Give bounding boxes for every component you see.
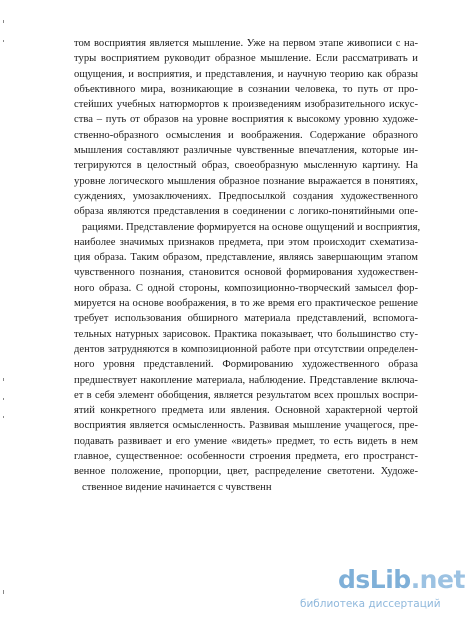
text-line: мышления составляют различные чувственные впечатления, которые ин- <box>74 145 418 157</box>
text-line: наиболее значимых признаков предмета, при этом происходит схематиза- <box>74 236 418 248</box>
scan-mark <box>3 590 4 594</box>
text-line: суждениях, умозаключениях. Предпосылкой создания художественного <box>74 190 418 202</box>
logo-net: .net <box>410 565 465 594</box>
text-line: том восприятия является мышление. Уже на первом этапе живописи с на- <box>74 38 418 49</box>
dslib-watermark <box>294 565 465 615</box>
scan-margin-marks <box>0 0 8 621</box>
text-line: главное, существенное: особенности строения предмета, его пространст- <box>74 451 418 463</box>
text-line: венное положение, пропорции, цвет, распределение светотени. Художе- <box>74 466 418 478</box>
text-line: подавать развивает и его умение «видеть» предмет, то есть видеть в нем <box>74 435 418 447</box>
text-line: уровне логического мышления образное познание выражается в понятиях, <box>74 175 418 187</box>
text-line: дентов затрудняются в композиционной работе при отсутствии определен- <box>74 343 418 355</box>
logo-ds: ds <box>338 565 370 594</box>
text-line: чувственного познания, становится основой формирования художествен- <box>74 267 418 279</box>
text-line: ного образа. С одной стороны, композиционно-творческий замысел фор- <box>74 282 418 294</box>
scan-mark <box>3 40 4 42</box>
text-line: требует использования обширного материала представлений, вспомога- <box>74 313 418 325</box>
text-line: ятий конкретного предмета или явления. Основной характерной чертой <box>74 405 418 417</box>
scan-mark <box>3 416 4 418</box>
scan-mark <box>3 20 4 23</box>
dslib-logo <box>338 565 465 594</box>
text-line: тегрируются в целостный образ, своеобразную мысленную картину. На <box>74 160 418 172</box>
text-line: образа являются представления в соединении с логико-понятийными опе- <box>74 206 418 218</box>
text-line: мируется на основе воображения, в то же время его практическое решение <box>74 298 418 310</box>
text-line: стейших учебных натюрмортов к произведениям изобразительного искус- <box>74 99 418 111</box>
logo-lib: Lib <box>369 565 411 594</box>
text-line: ственно-образного осмысления и воображения. Содержание образного <box>74 129 418 141</box>
text-line: туры восприятием руководит образное мышление. Если рассматривать и <box>74 53 418 65</box>
text-line: рациями. Представление формируется на основе ощущений и восприятия, <box>82 221 421 233</box>
scan-mark <box>3 378 4 381</box>
text-line: ощущения, и восприятия, и представления, и научную теорию как образы <box>74 68 418 80</box>
text-line: предшествует накопление материала, наблюдение. Представление включа- <box>74 374 418 386</box>
text-line: ного уровня представлений. Формированию художественного образа <box>74 359 418 371</box>
text-line: ственное видение начинается с чувственн <box>82 481 272 493</box>
text-line: ция образа. Таким образом, представление, являясь завершающим этапом <box>74 252 418 264</box>
body-text <box>74 36 421 495</box>
watermark-subtitle: библиотека диссертаций <box>300 598 441 610</box>
text-line: ет в себя элемент обобщения, является результатом всех прошлых воспри- <box>74 389 418 401</box>
text-line: ства – путь от образов на уровне восприятия к высокому уровню художе- <box>74 114 418 126</box>
scan-mark <box>3 398 4 400</box>
text-line: объективного мира, возникающие в сознании человека, то путь от про- <box>74 83 418 95</box>
text-line: тельных натурных зарисовок. Практика показывает, что большинство сту- <box>74 328 418 340</box>
text-line: восприятия является осмысленность. Развивая мышление учащегося, пре- <box>74 420 418 432</box>
